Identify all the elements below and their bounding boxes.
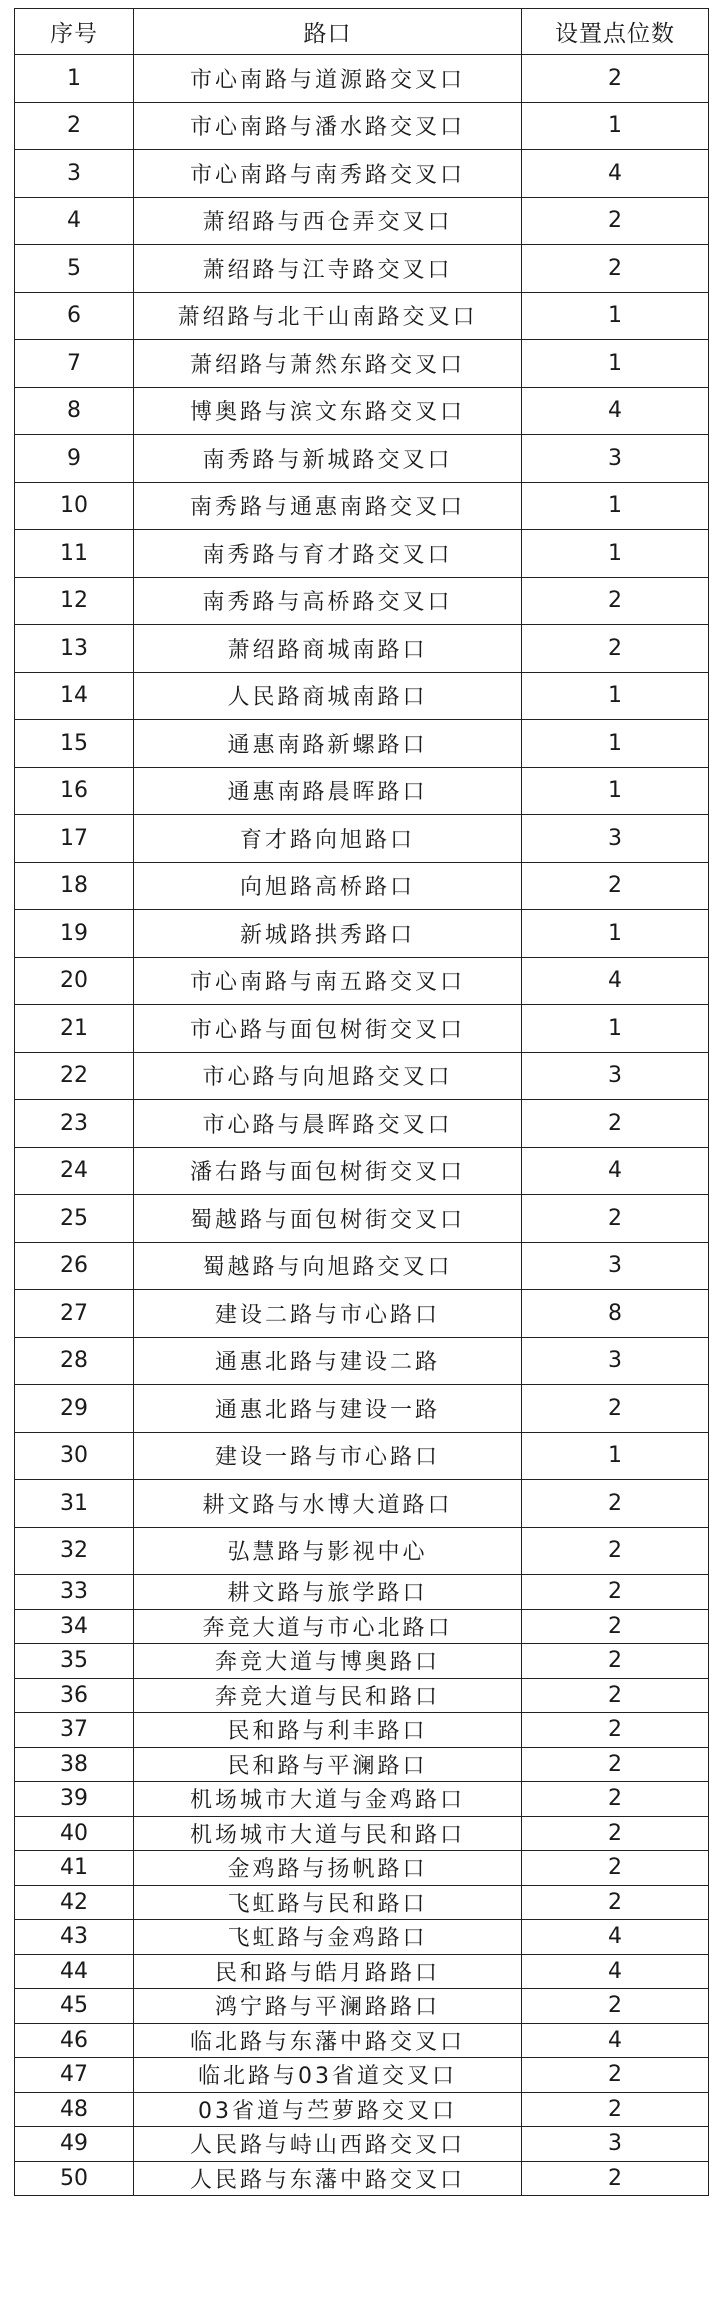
row-count: 3 [522, 435, 709, 483]
header-intersection: 路口 [134, 9, 522, 55]
row-count: 2 [522, 1678, 709, 1713]
row-count: 2 [522, 577, 709, 625]
row-index: 35 [15, 1644, 134, 1679]
table-row [15, 1713, 709, 1748]
row-count: 4 [522, 957, 709, 1005]
row-count: 2 [522, 1851, 709, 1886]
row-count: 3 [522, 1242, 709, 1290]
row-index: 50 [15, 2161, 134, 2196]
table-row [15, 1005, 709, 1053]
table-row [15, 2161, 709, 2196]
table-row [15, 1337, 709, 1385]
row-intersection: 育才路向旭路口 [134, 815, 522, 863]
table-row [15, 1989, 709, 2024]
row-count: 2 [522, 197, 709, 245]
table-row [15, 435, 709, 483]
table-row [15, 1920, 709, 1955]
table-row [15, 1242, 709, 1290]
row-index: 25 [15, 1195, 134, 1243]
table-row [15, 815, 709, 863]
table-row [15, 340, 709, 388]
header-row [15, 9, 709, 55]
row-index: 36 [15, 1678, 134, 1713]
table-row [15, 530, 709, 578]
row-index: 13 [15, 625, 134, 673]
row-intersection: 市心南路与南秀路交叉口 [134, 150, 522, 198]
row-intersection: 建设一路与市心路口 [134, 1432, 522, 1480]
row-index: 49 [15, 2127, 134, 2162]
table-row [15, 292, 709, 340]
row-count: 3 [522, 815, 709, 863]
table-row [15, 245, 709, 293]
row-index: 6 [15, 292, 134, 340]
table-row [15, 1885, 709, 1920]
row-index: 40 [15, 1816, 134, 1851]
row-count: 1 [522, 530, 709, 578]
row-intersection: 奔竞大道与市心北路口 [134, 1609, 522, 1644]
row-index: 15 [15, 720, 134, 768]
row-intersection: 萧绍路与江寺路交叉口 [134, 245, 522, 293]
row-count: 2 [522, 1385, 709, 1433]
row-count: 1 [522, 1432, 709, 1480]
table-row [15, 102, 709, 150]
table-row [15, 2058, 709, 2093]
row-count: 4 [522, 1147, 709, 1195]
table-row [15, 1747, 709, 1782]
row-count: 2 [522, 625, 709, 673]
row-index: 47 [15, 2058, 134, 2093]
table-row [15, 767, 709, 815]
row-index: 11 [15, 530, 134, 578]
row-count: 4 [522, 150, 709, 198]
row-index: 43 [15, 1920, 134, 1955]
row-index: 46 [15, 2023, 134, 2058]
row-count: 2 [522, 1480, 709, 1528]
row-count: 2 [522, 245, 709, 293]
row-count: 2 [522, 1575, 709, 1610]
row-count: 2 [522, 1609, 709, 1644]
row-intersection: 市心路与向旭路交叉口 [134, 1052, 522, 1100]
row-index: 44 [15, 1954, 134, 1989]
row-index: 22 [15, 1052, 134, 1100]
row-index: 27 [15, 1290, 134, 1338]
table-row [15, 1385, 709, 1433]
table-row [15, 387, 709, 435]
row-intersection: 市心南路与道源路交叉口 [134, 55, 522, 103]
table-row [15, 482, 709, 530]
header-count: 设置点位数 [522, 9, 709, 55]
row-count: 1 [522, 340, 709, 388]
table-row [15, 720, 709, 768]
row-intersection: 蜀越路与面包树街交叉口 [134, 1195, 522, 1243]
row-count: 2 [522, 1195, 709, 1243]
row-count: 8 [522, 1290, 709, 1338]
row-intersection: 民和路与平澜路口 [134, 1747, 522, 1782]
row-count: 4 [522, 2023, 709, 2058]
row-index: 7 [15, 340, 134, 388]
table-row [15, 1432, 709, 1480]
row-intersection: 人民路与峙山西路交叉口 [134, 2127, 522, 2162]
table-row [15, 577, 709, 625]
table-row [15, 1290, 709, 1338]
row-count: 3 [522, 1052, 709, 1100]
row-count: 1 [522, 720, 709, 768]
row-intersection: 机场城市大道与金鸡路口 [134, 1782, 522, 1817]
row-index: 45 [15, 1989, 134, 2024]
table-row [15, 1644, 709, 1679]
row-index: 19 [15, 910, 134, 958]
row-intersection: 潘右路与面包树街交叉口 [134, 1147, 522, 1195]
row-index: 1 [15, 55, 134, 103]
row-count: 3 [522, 1337, 709, 1385]
row-count: 2 [522, 1100, 709, 1148]
row-index: 3 [15, 150, 134, 198]
row-intersection: 民和路与利丰路口 [134, 1713, 522, 1748]
row-count: 2 [522, 55, 709, 103]
table-row [15, 910, 709, 958]
row-index: 16 [15, 767, 134, 815]
table-row [15, 1527, 709, 1575]
row-count: 1 [522, 672, 709, 720]
row-intersection: 奔竞大道与民和路口 [134, 1678, 522, 1713]
row-count: 4 [522, 387, 709, 435]
row-count: 2 [522, 1644, 709, 1679]
table-row [15, 197, 709, 245]
table-row [15, 55, 709, 103]
table-row [15, 862, 709, 910]
row-count: 2 [522, 2161, 709, 2196]
table-row [15, 672, 709, 720]
row-intersection: 临北路与03省道交叉口 [134, 2058, 522, 2093]
row-index: 28 [15, 1337, 134, 1385]
row-intersection: 通惠南路晨晖路口 [134, 767, 522, 815]
row-intersection: 萧绍路与北干山南路交叉口 [134, 292, 522, 340]
row-intersection: 南秀路与高桥路交叉口 [134, 577, 522, 625]
row-index: 38 [15, 1747, 134, 1782]
row-intersection: 向旭路高桥路口 [134, 862, 522, 910]
table-row [15, 1678, 709, 1713]
row-count: 2 [522, 862, 709, 910]
row-index: 48 [15, 2092, 134, 2127]
row-index: 18 [15, 862, 134, 910]
row-index: 9 [15, 435, 134, 483]
row-count: 1 [522, 910, 709, 958]
row-intersection: 耕文路与旅学路口 [134, 1575, 522, 1610]
table-row [15, 1816, 709, 1851]
row-intersection: 萧绍路与萧然东路交叉口 [134, 340, 522, 388]
row-index: 20 [15, 957, 134, 1005]
row-intersection: 人民路商城南路口 [134, 672, 522, 720]
row-count: 2 [522, 2058, 709, 2093]
row-count: 3 [522, 2127, 709, 2162]
row-count: 1 [522, 767, 709, 815]
row-index: 26 [15, 1242, 134, 1290]
row-count: 2 [522, 1885, 709, 1920]
row-count: 1 [522, 1005, 709, 1053]
row-count: 2 [522, 1816, 709, 1851]
row-index: 12 [15, 577, 134, 625]
row-index: 29 [15, 1385, 134, 1433]
table-row [15, 1954, 709, 1989]
row-count: 2 [522, 1989, 709, 2024]
table-row [15, 1100, 709, 1148]
row-index: 37 [15, 1713, 134, 1748]
row-intersection: 弘慧路与影视中心 [134, 1527, 522, 1575]
row-count: 2 [522, 1527, 709, 1575]
row-intersection: 民和路与皓月路路口 [134, 1954, 522, 1989]
row-intersection: 萧绍路商城南路口 [134, 625, 522, 673]
table-row [15, 150, 709, 198]
row-index: 42 [15, 1885, 134, 1920]
row-intersection: 南秀路与通惠南路交叉口 [134, 482, 522, 530]
table-row [15, 625, 709, 673]
row-index: 39 [15, 1782, 134, 1817]
row-intersection: 市心路与面包树街交叉口 [134, 1005, 522, 1053]
row-intersection: 南秀路与新城路交叉口 [134, 435, 522, 483]
table-row [15, 1782, 709, 1817]
row-count: 2 [522, 1747, 709, 1782]
row-intersection: 人民路与东藩中路交叉口 [134, 2161, 522, 2196]
row-index: 31 [15, 1480, 134, 1528]
row-intersection: 通惠北路与建设一路 [134, 1385, 522, 1433]
row-intersection: 飞虹路与民和路口 [134, 1885, 522, 1920]
row-index: 33 [15, 1575, 134, 1610]
row-intersection: 市心路与晨晖路交叉口 [134, 1100, 522, 1148]
table-row [15, 1609, 709, 1644]
row-intersection: 03省道与苎萝路交叉口 [134, 2092, 522, 2127]
row-intersection: 萧绍路与西仓弄交叉口 [134, 197, 522, 245]
table-row [15, 2023, 709, 2058]
row-count: 4 [522, 1920, 709, 1955]
row-index: 24 [15, 1147, 134, 1195]
row-index: 34 [15, 1609, 134, 1644]
row-count: 1 [522, 482, 709, 530]
row-index: 2 [15, 102, 134, 150]
row-count: 2 [522, 2092, 709, 2127]
row-intersection: 鸿宁路与平澜路路口 [134, 1989, 522, 2024]
row-intersection: 金鸡路与扬帆路口 [134, 1851, 522, 1886]
row-count: 2 [522, 1713, 709, 1748]
row-count: 2 [522, 1782, 709, 1817]
intersection-table [14, 8, 709, 2196]
table-row [15, 1195, 709, 1243]
row-intersection: 耕文路与水博大道路口 [134, 1480, 522, 1528]
table-row [15, 1147, 709, 1195]
row-intersection: 蜀越路与向旭路交叉口 [134, 1242, 522, 1290]
row-intersection: 博奥路与滨文东路交叉口 [134, 387, 522, 435]
row-index: 5 [15, 245, 134, 293]
row-intersection: 市心南路与南五路交叉口 [134, 957, 522, 1005]
row-count: 4 [522, 1954, 709, 1989]
row-intersection: 新城路拱秀路口 [134, 910, 522, 958]
row-index: 32 [15, 1527, 134, 1575]
table-row [15, 1480, 709, 1528]
row-index: 41 [15, 1851, 134, 1886]
header-index: 序号 [15, 9, 134, 55]
table-row [15, 1052, 709, 1100]
row-intersection: 通惠北路与建设二路 [134, 1337, 522, 1385]
row-intersection: 机场城市大道与民和路口 [134, 1816, 522, 1851]
row-index: 8 [15, 387, 134, 435]
table-row [15, 957, 709, 1005]
row-index: 23 [15, 1100, 134, 1148]
row-count: 1 [522, 292, 709, 340]
row-intersection: 通惠南路新螺路口 [134, 720, 522, 768]
row-intersection: 市心南路与潘水路交叉口 [134, 102, 522, 150]
row-intersection: 奔竞大道与博奥路口 [134, 1644, 522, 1679]
row-index: 10 [15, 482, 134, 530]
row-intersection: 临北路与东藩中路交叉口 [134, 2023, 522, 2058]
table-row [15, 1851, 709, 1886]
row-index: 4 [15, 197, 134, 245]
row-intersection: 飞虹路与金鸡路口 [134, 1920, 522, 1955]
table-row [15, 2092, 709, 2127]
row-index: 17 [15, 815, 134, 863]
row-index: 14 [15, 672, 134, 720]
row-index: 30 [15, 1432, 134, 1480]
row-count: 1 [522, 102, 709, 150]
row-intersection: 南秀路与育才路交叉口 [134, 530, 522, 578]
row-index: 21 [15, 1005, 134, 1053]
table-row [15, 1575, 709, 1610]
row-intersection: 建设二路与市心路口 [134, 1290, 522, 1338]
table-row [15, 2127, 709, 2162]
